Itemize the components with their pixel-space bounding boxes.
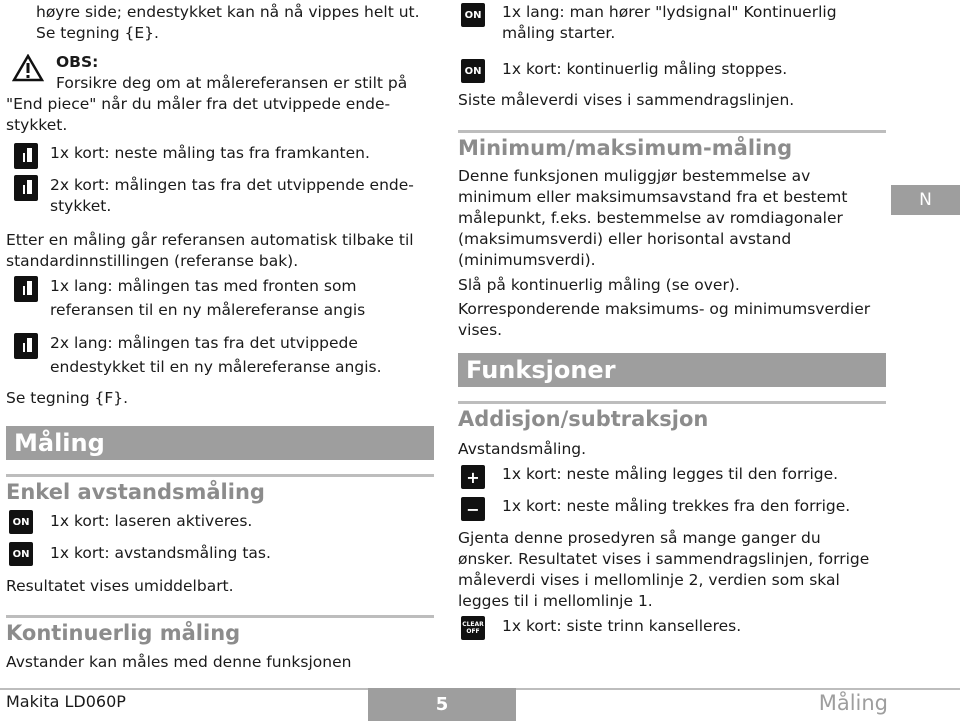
footer-section: Måling: [818, 691, 888, 715]
language-tab: N: [891, 185, 960, 215]
section-heading: Minimum/maksimum-måling: [458, 130, 886, 160]
measure-reference-key-icon: [14, 175, 38, 201]
minus-key-icon: −: [461, 497, 485, 521]
chapter-heading: Funksjoner: [458, 353, 886, 387]
paragraph: Korresponderende maksimums- og minimumsverdier vises.: [458, 300, 871, 339]
paragraph: Se tegning {F}.: [6, 389, 129, 407]
instruction-text: 1x lang: man hører "lydsignal" Kontinuerlig måling starter.: [502, 3, 837, 42]
paragraph: Avstandsmåling.: [458, 440, 587, 458]
section-heading: Kontinuerlig måling: [6, 615, 434, 645]
page-number: 5: [368, 688, 516, 721]
instruction-text: 2x kort: målingen tas fra det utvippende ende-stykket.: [50, 176, 414, 215]
on-key-icon: ON: [461, 59, 485, 83]
paragraph: Gjenta denne prosedyren så mange ganger du ønsker. Resultatet vises i sammendragslinjen, forrige måleverdi vises i mellomlinje 2, verdien som skal legges til i mellomlinje 1.: [458, 529, 870, 610]
on-key-icon: ON: [461, 3, 485, 27]
footer-model: Makita LD060P: [6, 692, 126, 711]
instruction-text: 1x kort: siste trinn kanselleres.: [502, 617, 742, 635]
clear-off-key-icon: CLEAR OFF: [461, 616, 485, 640]
instruction-text: 1x kort: neste måling trekkes fra den forrige.: [502, 497, 851, 515]
paragraph: Denne funksjonen muliggjør bestemmelse av minimum eller maksimumsavstand fra et bestemt målepunkt, f.eks. bestemmelse av romdiagonaler (maksimumsverdi) eller horisontal avstand (minimumsverdi).: [458, 167, 848, 269]
paragraph: Slå på kontinuerlig måling (se over).: [458, 276, 740, 294]
instruction-text: 1x kort: avstandsmåling tas.: [50, 544, 271, 562]
footer-left: [0, 688, 368, 721]
paragraph: Etter en måling går referansen automatisk tilbake til standardinnstillingen (referanse bak).: [6, 231, 414, 270]
instruction-text: 1x kort: kontinuerlig måling stoppes.: [502, 60, 788, 78]
paragraph: Resultatet vises umiddelbart.: [6, 577, 234, 595]
on-key-icon: ON: [9, 542, 33, 566]
obs-text: Forsikre deg om at målereferansen er stilt på "End piece" når du måler fra det utvippede ende-stykket.: [6, 74, 408, 134]
section-heading: Enkel avstandsmåling: [6, 474, 434, 504]
instruction-text: 2x lang: målingen tas fra det utvippede endestykket til en ny målereferanse angis.: [50, 334, 382, 376]
on-key-icon: ON: [9, 510, 33, 534]
measure-reference-key-icon: [14, 276, 38, 302]
paragraph: Avstander kan måles med denne funksjonen: [6, 653, 352, 671]
chapter-heading: Måling: [6, 426, 434, 460]
obs-title: OBS:: [56, 53, 99, 71]
paragraph: Siste måleverdi vises i sammendragslinjen.: [458, 91, 795, 109]
instruction-text: 1x lang: målingen tas med fronten som referansen til en ny målereferanse angis: [50, 277, 366, 319]
plus-key-icon: +: [461, 465, 485, 489]
paragraph: Se tegning {E}.: [36, 24, 159, 42]
instruction-text: 1x kort: neste måling tas fra framkanten.: [50, 144, 370, 162]
section-heading: Addisjon/subtraksjon: [458, 401, 886, 431]
instruction-text: 1x kort: laseren aktiveres.: [50, 512, 253, 530]
measure-reference-key-icon: [14, 333, 38, 359]
paragraph: høyre side; endestykket kan nå nå vippes helt ut.: [36, 3, 420, 21]
measure-reference-key-icon: [14, 143, 38, 169]
footer-right: [516, 688, 960, 721]
instruction-text: 1x kort: neste måling legges til den forrige.: [502, 465, 839, 483]
